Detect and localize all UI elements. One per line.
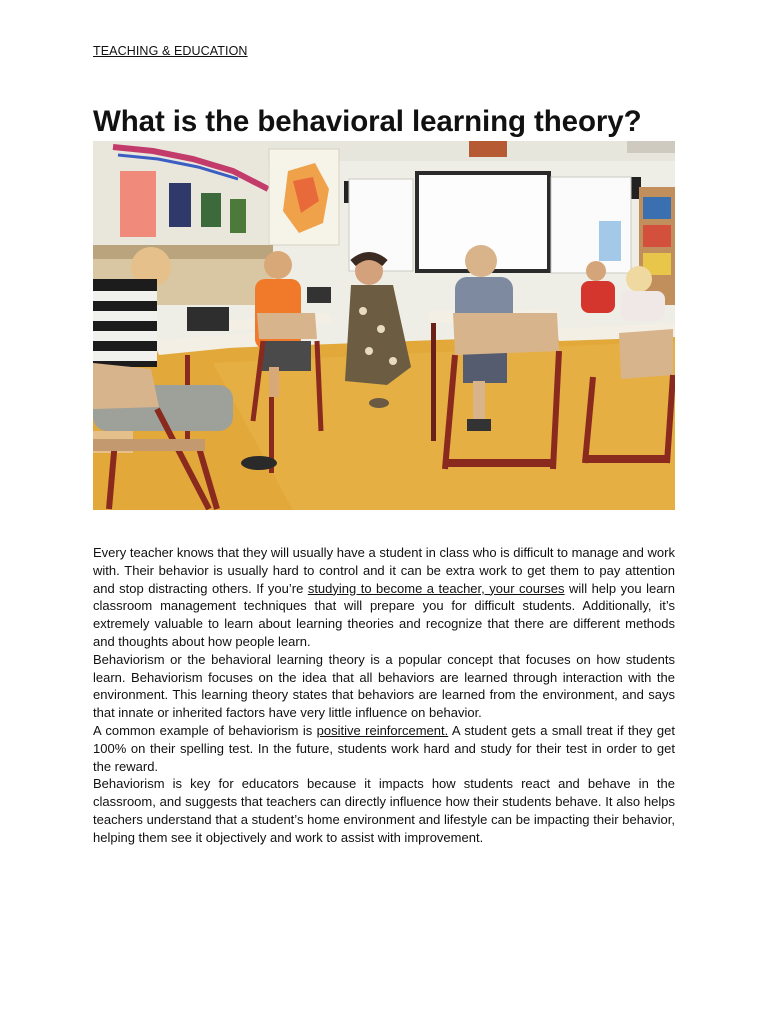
courses-link[interactable]: studying to become a teacher, your courses [307,580,565,596]
positive-reinforcement-link[interactable]: positive reinforcement. [316,722,449,738]
paragraph: Behaviorism is key for educators because it impacts how students react and behave in the classroom, and suggests that teachers can directly influence how their students behave. It also helps teachers understand that a student’s home environment and lifestyle can be impacting their behavior, helping them see it objectively and work to assist with improvement. [93,776,675,845]
paragraph-text: A common example of behaviorism is [93,722,317,738]
article-title: What is the behavioral learning theory? [93,105,642,138]
paragraph-text: A student gets a small treat if they get 100% on their spelling test. In the future, students work hard and study for their test in order to get the reward. [93,722,675,774]
paragraph [93,544,675,651]
classroom-photo [93,141,675,510]
article-body [93,544,675,847]
paragraph: Behaviorism or the behavioral learning theory is a popular concept that focuses on how students learn. Behaviorism focuses on the idea that all behaviors are learned through interaction with the environment. This learning theory states that behaviors are learned from the environment, and says that innate or inherited factors have very little influence on behavior. [93,651,675,721]
paragraph-text: Every teacher knows that they will usually have a student in class who is difficult to manage and work with. Their behavior is usually hard to control and it can be extra work to get them to pay attention and stop distracting others. If you’re [93,545,675,596]
category-label: TEACHING & EDUCATION [93,44,248,58]
paragraph-text: will help you learn classroom management techniques that will prepare you for difficult students. Additionally, it’s extremely valuable to learn about learning theories and recognize that there are different methods and thoughts about how people learn. [93,580,675,649]
paragraph [93,722,675,775]
